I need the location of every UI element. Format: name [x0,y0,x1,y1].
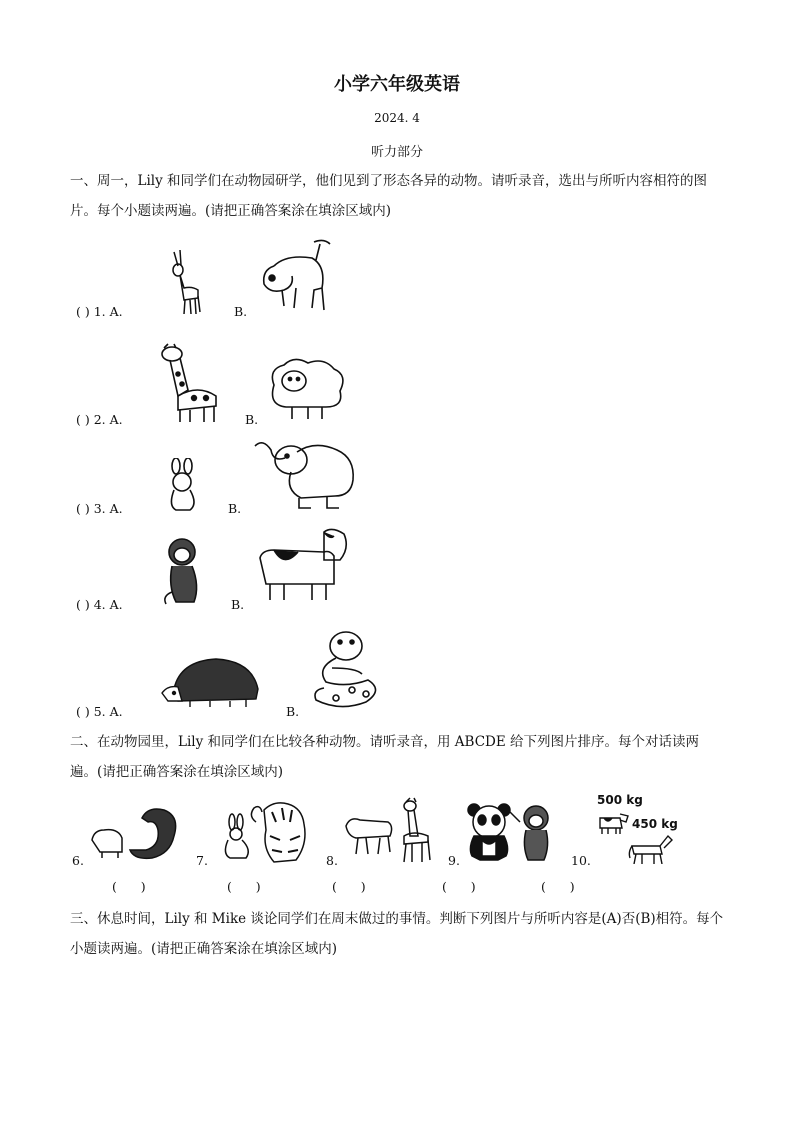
hedgehog-icon [160,655,262,709]
antelope-icon [160,248,202,316]
sheep-icon [264,355,348,421]
panda-and-monkey-icon [466,800,558,864]
horse-and-giraffe-icon [344,796,434,864]
page-title: 小学六年级英语 [334,74,460,95]
section3-instruction: 三、休息时间，Lily 和 Mike 谈论同学们在周末做过的事情。判断下列图片与所听内容是(A)否(B)相符。每个小题读两遍。(请把正确答案涂在填涂区域内) [70,911,724,957]
elephant-icon [251,436,359,510]
rabbit-icon [164,458,202,512]
cow-icon [254,528,352,604]
giraffe-icon [158,340,224,424]
question-2-option-b: B. [245,412,259,427]
snake-icon [306,628,386,712]
question-2-label: ( ) 2. A. [76,412,123,427]
exam-date: 2024. 4 [374,111,420,125]
item-9-blank: ( ) [442,879,476,894]
weight-label-top: 500 kg [597,793,643,807]
section1-instruction: 一、周一，Lily 和同学们在动物园研学，他们见到了形态各异的动物。请听录音，选出与所听内容相符的图片。每个小题读两遍。(请把正确答案涂在填涂区域内) [70,173,708,219]
part-heading: 听力部分 [370,145,423,160]
monkey-icon [160,536,204,606]
question-3-option-b: B. [228,501,242,516]
item-8-number: 8. [326,853,338,868]
question-5-label: ( ) 5. A. [76,704,123,719]
question-4-label: ( ) 4. A. [76,597,123,612]
item-10-number: 10. [571,853,591,868]
item-9-number: 9. [448,853,460,868]
weight-label-bottom: 450 kg [632,817,678,831]
rabbit-and-tiger-icon [216,800,312,864]
question-1-option-b: B. [234,304,248,319]
question-1-label: ( ) 1. A. [76,304,123,319]
item-8-blank: ( ) [332,879,366,894]
item-6-blank: ( ) [112,879,146,894]
buffalo-icon [256,236,336,316]
question-4-option-b: B. [231,597,245,612]
item-7-blank: ( ) [227,879,261,894]
horse-small-icon [628,834,674,864]
cow-small-icon [596,810,630,834]
elephant-and-dinosaur-icon [90,806,186,862]
question-5-option-b: B. [286,704,300,719]
question-3-label: ( ) 3. A. [76,501,123,516]
item-7-number: 7. [196,853,208,868]
section2-instruction: 二、在动物园里，Lily 和同学们在比较各种动物。请听录音，用 ABCDE 给下列图片排序。每个对话读两遍。(请把正确答案涂在填涂区域内) [70,734,700,780]
item-10-blank: ( ) [541,879,575,894]
item-6-number: 6. [72,853,84,868]
